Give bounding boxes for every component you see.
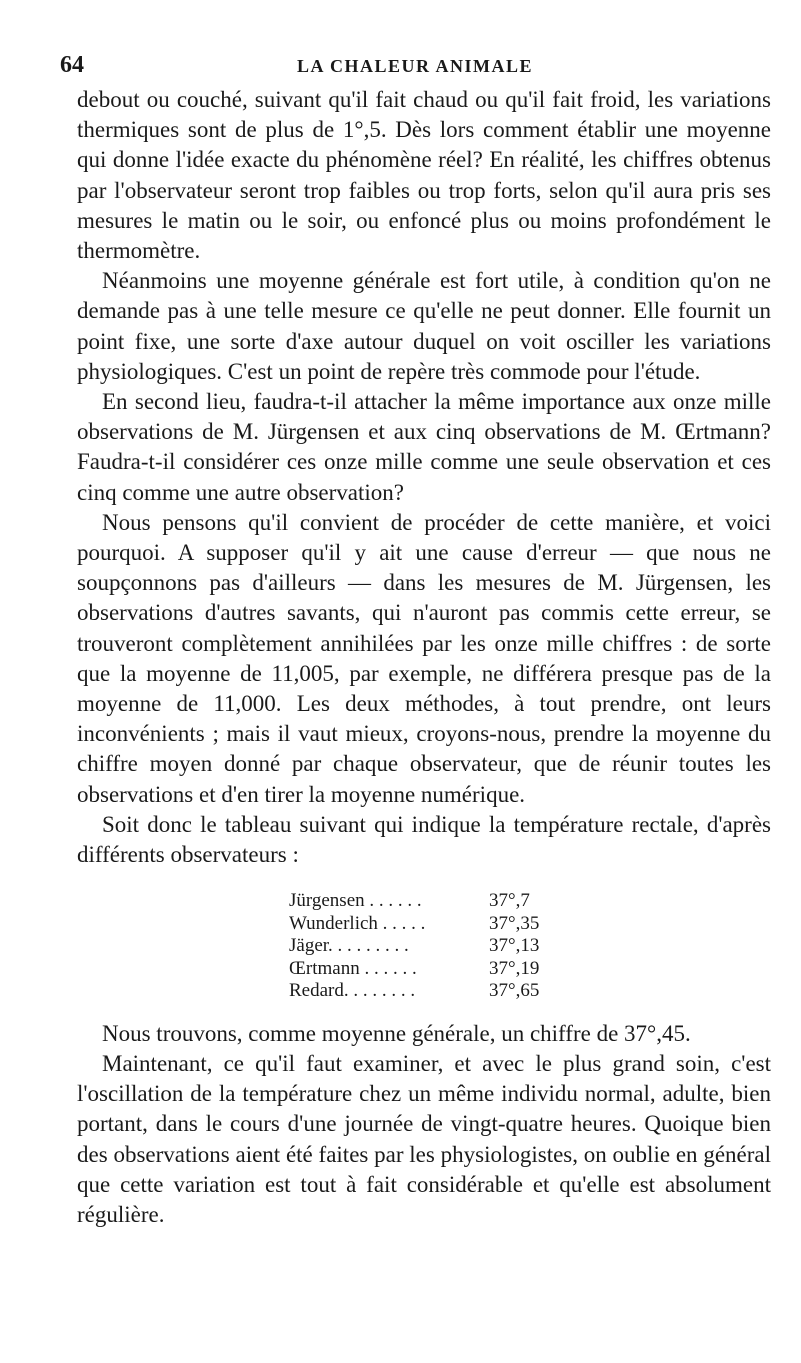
paragraph: Nous pensons qu'il convient de procéder de cette manière, et voici pourquoi. A supposer qu'il y ait une cause d'erreur — que nous ne soupçonnons pas d'ailleurs — dans les mesures de M. Jürgensen, les observations d'autres savants, qui n'auront pas commis cette erreur, se trouveront complètement annihilées par les onze mille chiffres : de sorte que la moyenne de 11,005, par exemple, ne différera presque pas de la moyenne de 11,000. Les deux méthodes, à tout prendre, ont leurs inconvénients ; mais il vaut mieux, croyons-nous, prendre la moyenne du chiffre moyen donné par chaque observateur, que de réunir toutes les observations et d'en tirer la moyenne numérique.	[77, 509, 771, 807]
observer-name: Œrtmann . . . . . .	[289, 957, 417, 979]
running-title: LA CHALEUR ANIMALE	[296, 56, 534, 76]
observer-name: Wunderlich . . . . .	[289, 912, 426, 934]
paragraph: En second lieu, faudra-t-il attacher la même importance aux onze mille observations de M. Jürgensen et aux cinq observations de M. Œrtmann? Faudra-t-il considérer ces onze mille comme une seule observation et ces cinq comme une autre observation?	[77, 389, 771, 505]
paragraphs-after-table	[77, 1019, 771, 1230]
page-number: 64	[60, 52, 84, 78]
observer-name: Jürgensen . . . . . .	[289, 890, 422, 912]
paragraph: Néanmoins une moyenne générale est fort utile, à condition qu'on ne demande pas à une telle mesure ce qu'elle ne peut donner. Elle fournit un point fixe, une sorte d'axe autour duquel on voit osciller les variations physiologiques. C'est un point de repère très commode pour l'étude.	[77, 268, 771, 384]
temperature-value: 37°,35	[489, 912, 540, 934]
table-row	[289, 958, 569, 981]
paragraph: Nous trouvons, comme moyenne générale, un chiffre de 37°,45.	[102, 1020, 691, 1046]
observer-name: Jäger. . . . . . . . .	[289, 935, 409, 957]
table-row	[289, 980, 569, 1003]
paragraph: Soit donc le tableau suivant qui indique la température rectale, d'après différents observateurs :	[77, 811, 771, 868]
paragraph: Maintenant, ce qu'il faut examiner, et avec le plus grand soin, c'est l'oscillation de la température chez un même individu normal, adulte, bien portant, dans le cours d'une journée de vingt-quatre heures. Quoique bien des observations aient été faites par les physiologistes, on oublie en général que cette variation est tout à fait considérable et qu'elle est absolument régulière.	[77, 1050, 771, 1227]
temperature-value: 37°,65	[489, 980, 540, 1002]
body-text	[77, 85, 771, 1230]
table-row	[289, 913, 569, 936]
observer-name: Redard. . . . . . . .	[289, 980, 416, 1002]
page-header	[60, 52, 770, 82]
temperature-table	[289, 890, 569, 1003]
paragraph: debout ou couché, suivant qu'il fait chaud ou qu'il fait froid, les variations thermiques sont de plus de 1°,5. Dès lors comment établir une moyenne qui donne l'idée exacte du phénomène réel? En réalité, les chiffres obtenus par l'observateur seront trop faibles ou trop forts, selon qu'il aura pris ses mesures le matin ou le soir, ou enfoncé plus ou moins profondément le thermomètre.	[77, 87, 771, 264]
table-row	[289, 935, 569, 958]
table-row	[289, 890, 569, 913]
temperature-value: 37°,7	[489, 890, 530, 912]
temperature-value: 37°,19	[489, 957, 540, 979]
paragraphs-before-table	[77, 85, 771, 870]
temperature-value: 37°,13	[489, 935, 540, 957]
